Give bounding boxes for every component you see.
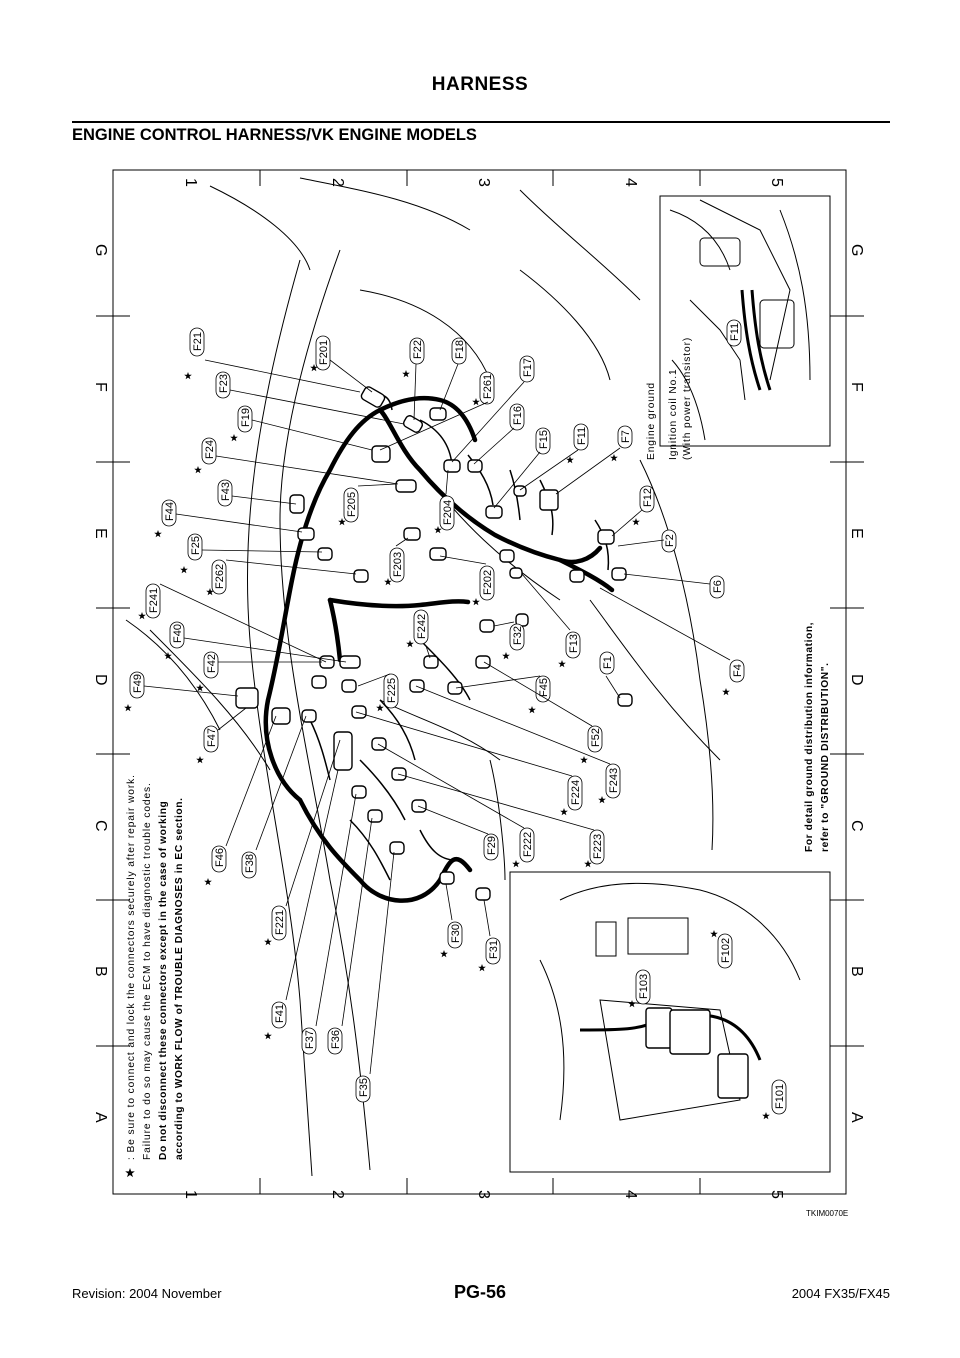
svg-text:F46: F46 (214, 848, 226, 867)
star-f242 (406, 640, 414, 647)
grid-right-E: E (848, 528, 865, 539)
svg-text:F24: F24 (204, 440, 216, 459)
svg-text:F45: F45 (538, 678, 550, 697)
star-f32 (502, 652, 510, 659)
grid-right-F: F (848, 382, 865, 392)
svg-text:F47: F47 (206, 728, 218, 747)
grid-left-C: C (92, 820, 109, 832)
svg-text:F242: F242 (416, 613, 428, 639)
star-f45 (528, 706, 536, 713)
star-f202 (472, 598, 480, 605)
star-f241 (138, 612, 146, 619)
star-f7 (610, 454, 618, 461)
label-f52 (588, 726, 602, 752)
svg-text:F1: F1 (602, 656, 614, 669)
footer-page-number: PG-56 (453, 1282, 507, 1302)
grid-right-A: A (848, 1112, 865, 1123)
svg-text:F30: F30 (450, 924, 462, 943)
svg-text:F37: F37 (304, 1030, 316, 1049)
label-f4 (730, 660, 744, 682)
svg-text:F203: F203 (392, 551, 404, 577)
label-f101 (772, 1080, 786, 1114)
svg-text:F23: F23 (218, 374, 230, 393)
svg-text:F223: F223 (592, 833, 604, 859)
grid-top-2: 2 (329, 178, 346, 187)
grid-left-E: E (92, 528, 109, 539)
svg-text:F36: F36 (330, 1030, 342, 1049)
svg-text:F52: F52 (590, 728, 602, 747)
grid-top-1: 1 (182, 178, 199, 187)
label-f204 (440, 496, 454, 530)
svg-text:F225: F225 (386, 677, 398, 703)
label-f24 (202, 438, 216, 464)
svg-text:F4: F4 (732, 664, 744, 677)
label-f30 (448, 922, 462, 948)
svg-text:F102: F102 (720, 937, 732, 963)
grid-right-C: C (848, 820, 865, 832)
label-f224 (568, 776, 582, 810)
svg-text:F15: F15 (538, 430, 550, 449)
svg-text:F18: F18 (454, 340, 466, 359)
label-f44 (162, 500, 176, 526)
inset-ignition-line2: (With power transistor) (682, 336, 693, 460)
label-f42 (204, 652, 218, 678)
svg-text:F11: F11 (576, 426, 588, 445)
svg-text:F205: F205 (346, 491, 358, 517)
label-f7 (618, 426, 632, 448)
svg-text:F31: F31 (488, 940, 500, 959)
label-f46 (212, 846, 226, 872)
svg-text:F224: F224 (570, 779, 582, 805)
svg-text:F32: F32 (512, 626, 524, 645)
label-f21 (190, 328, 204, 356)
label-f222 (520, 828, 534, 862)
label-f45 (536, 676, 550, 702)
svg-text:F19: F19 (240, 408, 252, 427)
svg-text:F43: F43 (220, 482, 232, 501)
label-f203 (390, 548, 404, 582)
star-f4 (722, 688, 730, 695)
svg-text:F243: F243 (608, 767, 620, 793)
star-f203 (384, 578, 392, 585)
grid-right-B: B (848, 966, 865, 977)
svg-text:F38: F38 (244, 854, 256, 873)
svg-text:F16: F16 (512, 406, 524, 425)
star-f224 (560, 808, 568, 815)
label-f41 (272, 1002, 286, 1028)
svg-text:F35: F35 (358, 1078, 370, 1097)
label-f19 (238, 406, 252, 432)
star-f49 (124, 704, 132, 711)
svg-text:F2: F2 (664, 534, 676, 547)
note-line3: Do not disconnect these connectors except in the case of working (158, 800, 169, 1160)
label-f205 (344, 488, 358, 522)
grid-right-G: G (848, 244, 865, 257)
svg-text:F101: F101 (774, 1083, 786, 1109)
note-line2: Failure to do so may cause the ECM to have diagnostic trouble codes. (142, 782, 153, 1160)
svg-text:F221: F221 (274, 909, 286, 935)
label-f47 (204, 726, 218, 752)
svg-text:F202: F202 (482, 569, 494, 595)
grid-top-5: 5 (768, 178, 785, 187)
grid-bottom-4: 4 (622, 1190, 639, 1199)
star-f46 (204, 878, 212, 885)
label-f15 (536, 428, 550, 454)
star-f12 (632, 518, 640, 525)
label-f11 (574, 424, 588, 450)
label-f103 (636, 970, 650, 1004)
svg-text:F44: F44 (164, 502, 176, 521)
grid-left-G: G (92, 244, 109, 257)
svg-text:F262: F262 (214, 563, 226, 589)
label-f18 (452, 338, 466, 364)
label-f223 (590, 830, 604, 864)
svg-text:F204: F204 (442, 499, 454, 525)
star-f21 (184, 372, 192, 379)
star-f41 (264, 1032, 272, 1039)
label-f31 (486, 938, 500, 964)
svg-text:F12: F12 (642, 488, 654, 507)
label-f243 (606, 764, 620, 798)
label-f32 (510, 624, 524, 650)
grid-top-4: 4 (622, 178, 639, 187)
label-f22 (410, 338, 424, 364)
svg-text:F103: F103 (638, 973, 650, 999)
star-f225 (376, 704, 384, 711)
star-f204 (434, 526, 442, 533)
label-f29 (484, 834, 498, 860)
svg-text:F42: F42 (206, 654, 218, 673)
star-f221 (264, 938, 272, 945)
label-f38 (242, 852, 256, 878)
svg-text:F13: F13 (568, 634, 580, 653)
inset-ignition-line1: Ignition coil No.1 (668, 368, 679, 460)
section-title: ENGINE CONTROL HARNESS/VK ENGINE MODELS (72, 126, 477, 144)
star-f24 (194, 466, 202, 473)
svg-text:F201: F201 (318, 339, 330, 365)
grid-left-B: B (92, 966, 109, 977)
star-f42 (196, 684, 204, 691)
star-f52 (580, 756, 588, 763)
label-f6 (710, 576, 724, 598)
svg-text:F41: F41 (274, 1004, 286, 1023)
ground-note-line2: refer to "GROUND DISTRIBUTION". (820, 662, 831, 852)
svg-text:F7: F7 (620, 430, 632, 443)
svg-text:F25: F25 (190, 536, 202, 555)
inset-engine-ground: Engine ground (646, 382, 657, 460)
star-f243 (598, 796, 606, 803)
label-f35 (356, 1076, 370, 1102)
star-f261 (472, 398, 480, 405)
grid-bottom-3: 3 (475, 1190, 492, 1199)
grid-left-F: F (92, 382, 109, 392)
grid-right-D: D (848, 674, 865, 686)
label-f13 (566, 632, 580, 658)
star-f223 (584, 860, 592, 867)
svg-text:F40: F40 (172, 624, 184, 643)
label-f102 (718, 934, 732, 968)
main-harness (266, 398, 612, 901)
label-f23 (216, 372, 230, 398)
label-f201 (316, 336, 330, 370)
svg-text:F49: F49 (132, 674, 144, 693)
grid-bottom-2: 2 (329, 1190, 346, 1199)
star-f31 (478, 964, 486, 971)
label-f17 (520, 356, 534, 382)
grid-left-A: A (92, 1112, 109, 1123)
svg-text:F22: F22 (412, 340, 424, 359)
grid-left-D: D (92, 674, 109, 686)
label-f16 (510, 404, 524, 430)
svg-text:F11: F11 (729, 322, 741, 341)
svg-text:F29: F29 (486, 836, 498, 855)
label-f1 (600, 652, 614, 674)
inset-ignition-coil (646, 196, 830, 460)
label-f49 (130, 672, 144, 698)
label-f2 (662, 530, 676, 552)
label-f242 (414, 610, 428, 644)
grid-bottom-5: 5 (768, 1190, 785, 1199)
star-f47 (196, 756, 204, 763)
label-f12 (640, 486, 654, 512)
svg-text:F6: F6 (712, 580, 724, 593)
legend-star (125, 1168, 135, 1177)
note-line1: : Be sure to connect and lock the connectors securely after repair work. (126, 774, 137, 1160)
star-f13 (558, 660, 566, 667)
star-f222 (512, 860, 520, 867)
label-f221 (272, 906, 286, 940)
footer-model: 2004 FX35/FX45 (791, 1286, 890, 1301)
figure-code: TKIM0070E (806, 1209, 849, 1218)
label-f262 (212, 560, 226, 594)
page-header-title: HARNESS (431, 74, 529, 95)
grid-top-3: 3 (475, 178, 492, 187)
star-f22 (402, 370, 410, 377)
label-f36 (328, 1028, 342, 1054)
label-f37 (302, 1028, 316, 1054)
star-f30 (440, 950, 448, 957)
svg-text:F261: F261 (482, 373, 494, 399)
inset-bottom (510, 872, 830, 1172)
label-f43 (218, 480, 232, 506)
footer-revision: Revision: 2004 November (72, 1286, 222, 1301)
label-f261 (480, 372, 494, 404)
note-line4: according to WORK FLOW of TROUBLE DIAGNOSES in EC section. (174, 797, 185, 1160)
label-f25 (188, 534, 202, 560)
grid-bottom-1: 1 (182, 1190, 199, 1199)
inset-label-f11 (727, 320, 741, 346)
svg-text:F222: F222 (522, 831, 534, 857)
star-f19 (230, 434, 238, 441)
star-f44 (154, 530, 162, 537)
label-f202 (480, 566, 494, 600)
label-f40 (170, 622, 184, 648)
svg-text:F17: F17 (522, 358, 534, 377)
ground-note-line1: For detail ground distribution information, (804, 621, 815, 852)
label-f241 (146, 584, 160, 618)
svg-text:F241: F241 (148, 587, 160, 613)
star-f205 (338, 518, 346, 525)
svg-text:F21: F21 (192, 332, 204, 351)
star-f25 (180, 566, 188, 573)
label-f225 (384, 674, 398, 708)
